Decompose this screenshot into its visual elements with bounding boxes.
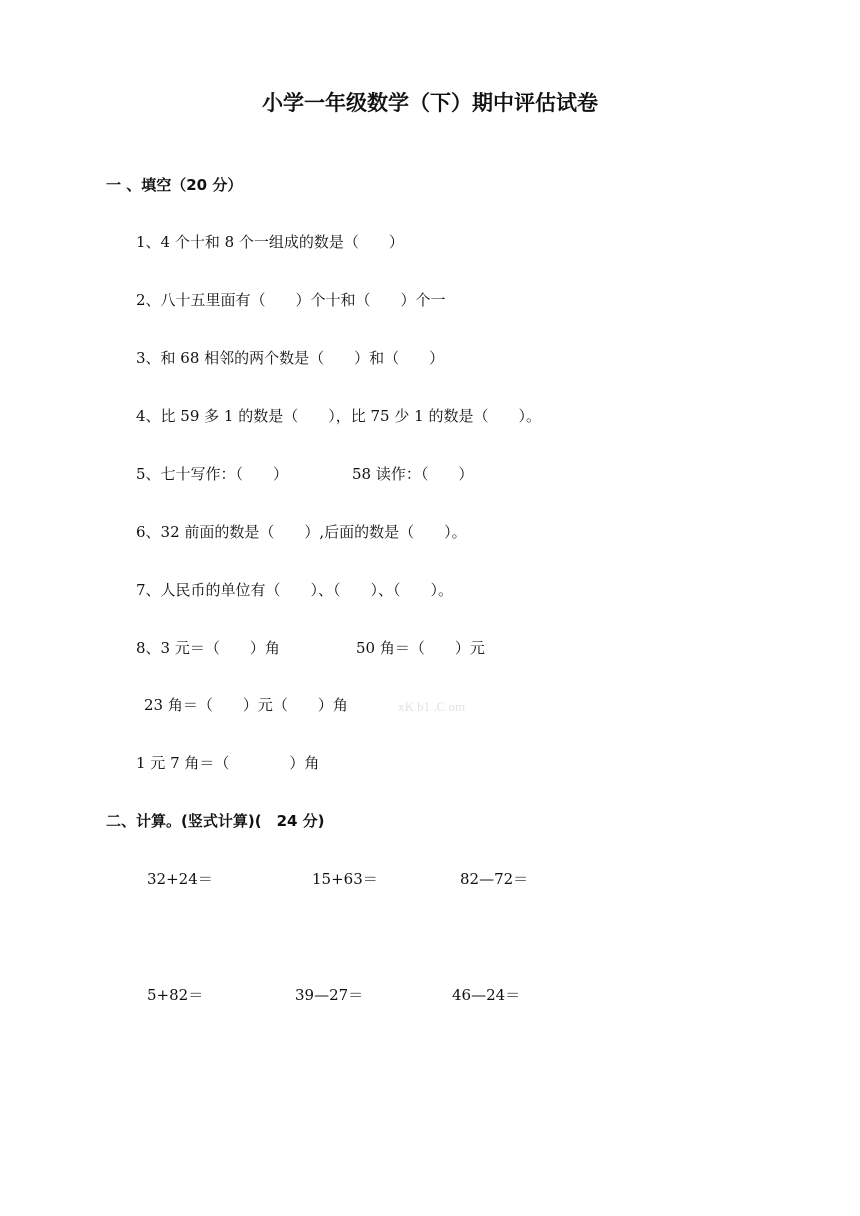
question-6: 6、32 前面的数是（ ）,后面的数是（ ）。 (136, 523, 467, 541)
section-2-heading: 二、计算。(竖式计算)( 24 分) (106, 812, 325, 830)
calc-item: 39—27＝ (295, 986, 364, 1004)
question-8-line-2: 23 角＝（ ）元（ ）角 (144, 696, 348, 714)
watermark-text: xK b1 .C om (398, 699, 466, 714)
question-8-right: 50 角＝（ ）元 (356, 639, 485, 657)
question-2: 2、八十五里面有（ ）个十和（ ）个一 (136, 291, 446, 309)
question-4: 4、比 59 多 1 的数是（ ），比 75 少 1 的数是（ ）。 (136, 407, 541, 425)
section-1-heading: 一 、填空（20 分） (106, 176, 243, 194)
question-1: 1、4 个十和 8 个一组成的数是（ ） (136, 233, 404, 251)
calc-item: 82—72＝ (460, 870, 529, 888)
calc-item: 46—24＝ (452, 986, 521, 1004)
question-3: 3、和 68 相邻的两个数是（ ）和（ ） (136, 349, 445, 367)
question-8-left: 8、3 元＝（ ）角 (136, 639, 280, 657)
calc-item: 15+63＝ (312, 870, 378, 888)
page-title: 小学一年级数学（下）期中评估试卷 (262, 91, 598, 115)
question-7: 7、人民币的单位有（ ）、（ ）、（ ）。 (136, 581, 454, 599)
question-5-right: 58 读作：（ ） (352, 465, 474, 483)
calc-item: 32+24＝ (147, 870, 213, 888)
question-8-line-3: 1 元 7 角＝（ ）角 (136, 754, 320, 772)
question-5-left: 5、七十写作：（ ） (136, 465, 289, 483)
calc-item: 5+82＝ (147, 986, 204, 1004)
